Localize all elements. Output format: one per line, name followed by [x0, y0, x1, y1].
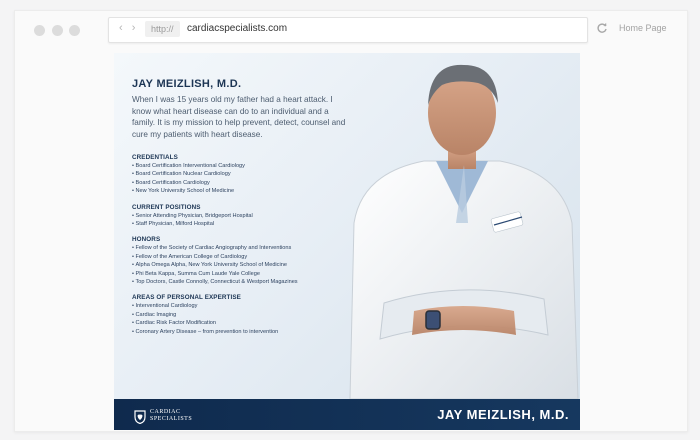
section-title: AREAS OF PERSONAL EXPERTISE: [132, 294, 241, 302]
url-text[interactable]: cardiacspecialists.com: [187, 23, 288, 34]
list-item: • Board Certification Cardiology: [132, 179, 352, 187]
list-item: • New York University School of Medicine: [132, 187, 352, 195]
expertise-section: [132, 294, 352, 336]
reload-icon[interactable]: [596, 22, 608, 34]
credentials-section: [132, 154, 352, 196]
list-item: • Alpha Omega Alpha, New York University School of Medicine: [132, 261, 352, 269]
section-title: CREDENTIALS: [132, 154, 178, 161]
address-bar[interactable]: [108, 17, 588, 43]
doctor-portrait-image: [344, 53, 580, 399]
heart-shield-logo-icon: [134, 410, 146, 424]
list-item: • Cardiac Risk Factor Modification: [132, 319, 352, 327]
logo-line-1: CARDIAC: [150, 409, 181, 415]
protocol-label: http://: [145, 21, 180, 37]
window-maximize-dot[interactable]: [69, 25, 80, 36]
list-item: • Staff Physician, Milford Hospital: [132, 220, 352, 228]
logo-line-2: SPECIALISTS: [150, 416, 193, 422]
home-page-link[interactable]: Home Page: [619, 23, 667, 33]
honors-section: [132, 236, 352, 286]
logo-wordmark[interactable]: [150, 409, 192, 423]
list-item: • Top Doctors, Castle Connolly, Connecticut & Westport Magazines: [132, 278, 352, 286]
list-item: • Cardiac Imaging: [132, 311, 352, 319]
bio-column: [132, 78, 352, 336]
list-item: • Board Certification Nuclear Cardiology: [132, 170, 352, 178]
section-title: CURRENT POSITIONS: [132, 203, 201, 211]
section-title: HONORS: [132, 236, 161, 244]
list-item: • Interventional Cardiology: [132, 302, 352, 310]
window-minimize-dot[interactable]: [52, 25, 63, 36]
doctor-name-heading: JAY MEIZLISH, M.D.: [132, 78, 242, 90]
list-item: • Fellow of the American College of Cardiology: [132, 253, 352, 261]
website-content: [114, 53, 580, 430]
list-item: • Phi Beta Kappa, Summa Cum Laude Yale College: [132, 270, 352, 278]
list-item: • Coronary Artery Disease – from prevention to intervention: [132, 328, 352, 336]
current-positions-section: [132, 204, 352, 229]
list-item: • Fellow of the Society of Cardiac Angiography and Interventions: [132, 244, 352, 252]
intro-paragraph: When I was 15 years old my father had a heart attack. I know what heart disease can do to an individual and a family. It is my mission to help prevent, detect, counsel and cure my patients with heart disease.: [132, 95, 346, 139]
site-footer: [114, 399, 580, 430]
list-item: • Board Certification Interventional Cardiology: [132, 162, 352, 170]
window-close-dot[interactable]: [34, 25, 45, 36]
back-forward-icon[interactable]: ‹ ›: [119, 22, 139, 34]
footer-doctor-name: JAY MEIZLISH, M.D.: [437, 407, 569, 422]
list-item: • Senior Attending Physician, Bridgeport Hospital: [132, 212, 352, 220]
